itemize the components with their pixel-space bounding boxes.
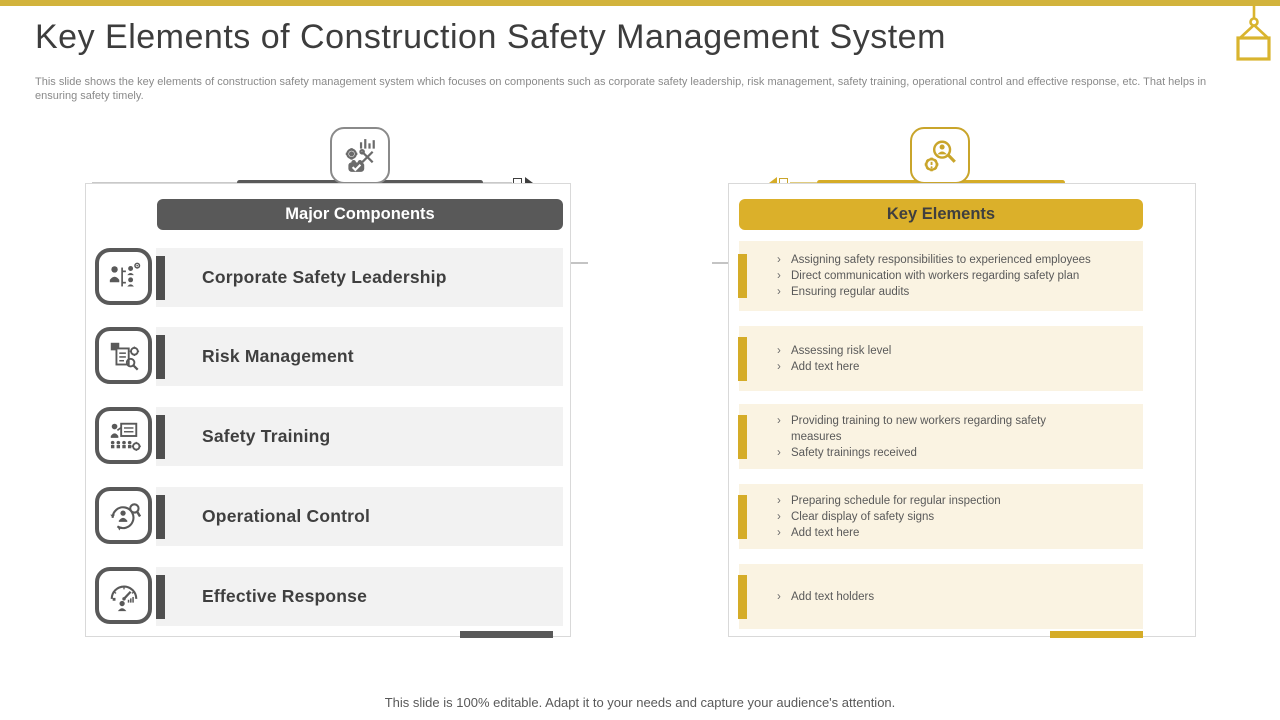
bullet-text: Assigning safety responsibilities to experienced employees xyxy=(791,254,1091,266)
bullet-item xyxy=(777,445,1135,461)
bullet-text: Clear display of safety signs xyxy=(791,510,935,523)
bullet-marker: › xyxy=(777,526,781,539)
bullet-marker: › xyxy=(777,494,781,507)
bullet-marker: › xyxy=(777,254,781,266)
bullet-item xyxy=(777,343,1135,359)
training-presentation-icon xyxy=(95,407,152,464)
major-components-badge xyxy=(330,127,390,184)
key-elements-panel xyxy=(728,183,1196,637)
bullet-marker: › xyxy=(777,286,781,298)
bullet-marker: › xyxy=(777,344,781,357)
component-row-operational-control xyxy=(156,487,563,546)
right-panel-bottom-accent xyxy=(1050,631,1143,638)
bullet-marker: › xyxy=(777,414,781,427)
analytics-tools-puzzle-icon xyxy=(341,137,379,175)
bullet-item xyxy=(777,284,1135,300)
bullet-marker: › xyxy=(777,270,781,282)
component-label: Risk Management xyxy=(202,346,354,366)
key-elements-box-2 xyxy=(739,326,1143,391)
page-title: Key Elements of Construction Safety Management System xyxy=(35,18,946,56)
component-row-risk-management xyxy=(156,327,563,386)
audit-person-search-gear-icon xyxy=(921,137,959,175)
bullet-item xyxy=(777,509,1135,525)
operational-cycle-search-icon xyxy=(95,487,152,544)
component-label: Operational Control xyxy=(202,506,371,526)
component-row-effective-response xyxy=(156,567,563,626)
key-elements-box-4 xyxy=(739,484,1143,549)
crane-hook-container-icon xyxy=(1230,5,1276,63)
bullet-text: Direct communication with workers regarding safety plan xyxy=(791,270,1080,282)
bullet-marker: › xyxy=(777,360,781,373)
org-chart-people-icon xyxy=(95,248,152,305)
bullet-item xyxy=(777,493,1135,509)
bullet-text: Ensuring regular audits xyxy=(791,286,910,298)
left-panel-bottom-accent xyxy=(460,631,553,638)
bullet-marker: › xyxy=(777,510,781,523)
editable-note: This slide is 100% editable. Adapt it to your needs and capture your audience's attention. xyxy=(384,695,896,710)
component-label: Effective Response xyxy=(202,586,368,606)
bullet-text: Add text here xyxy=(791,360,860,373)
bullet-item xyxy=(777,525,1135,541)
bullet-text: Providing training to new workers regarding safety measures xyxy=(791,414,1047,443)
bullet-item xyxy=(777,589,1135,605)
component-row-safety-training xyxy=(156,407,563,466)
major-components-header: Major Components xyxy=(157,199,563,230)
component-label: Corporate Safety Leadership xyxy=(202,267,447,287)
risk-document-search-icon xyxy=(95,327,152,384)
key-elements-box-5 xyxy=(739,564,1143,629)
top-accent-border xyxy=(0,0,1280,6)
key-elements-box-3 xyxy=(739,404,1143,469)
bullet-item xyxy=(777,413,1135,445)
bullet-marker: › xyxy=(777,446,781,459)
bullet-text: Preparing schedule for regular inspection xyxy=(791,494,1001,507)
bullet-marker: › xyxy=(777,590,781,603)
bullet-text: Assessing risk level xyxy=(791,344,892,357)
bullet-text: Add text here xyxy=(791,526,860,539)
key-elements-header: Key Elements xyxy=(739,199,1143,230)
bullet-text: Add text holders xyxy=(791,590,875,603)
key-elements-box-1 xyxy=(739,241,1143,311)
major-components-panel xyxy=(85,183,571,637)
bullet-text: Safety trainings received xyxy=(791,446,917,459)
key-elements-badge xyxy=(910,127,970,184)
component-label: Safety Training xyxy=(202,426,331,446)
bullet-item xyxy=(777,268,1135,284)
slide-description: This slide shows the key elements of construction safety management system which focuses on components such as corporate safety leadership, risk management, safety training, operational control and effective response, etc. That helps in ensuring safety timely. xyxy=(35,76,1207,102)
response-gauge-person-icon xyxy=(95,567,152,624)
bullet-item xyxy=(777,359,1135,375)
component-row-corporate-safety-leadership xyxy=(156,248,563,307)
bullet-item xyxy=(777,252,1135,268)
